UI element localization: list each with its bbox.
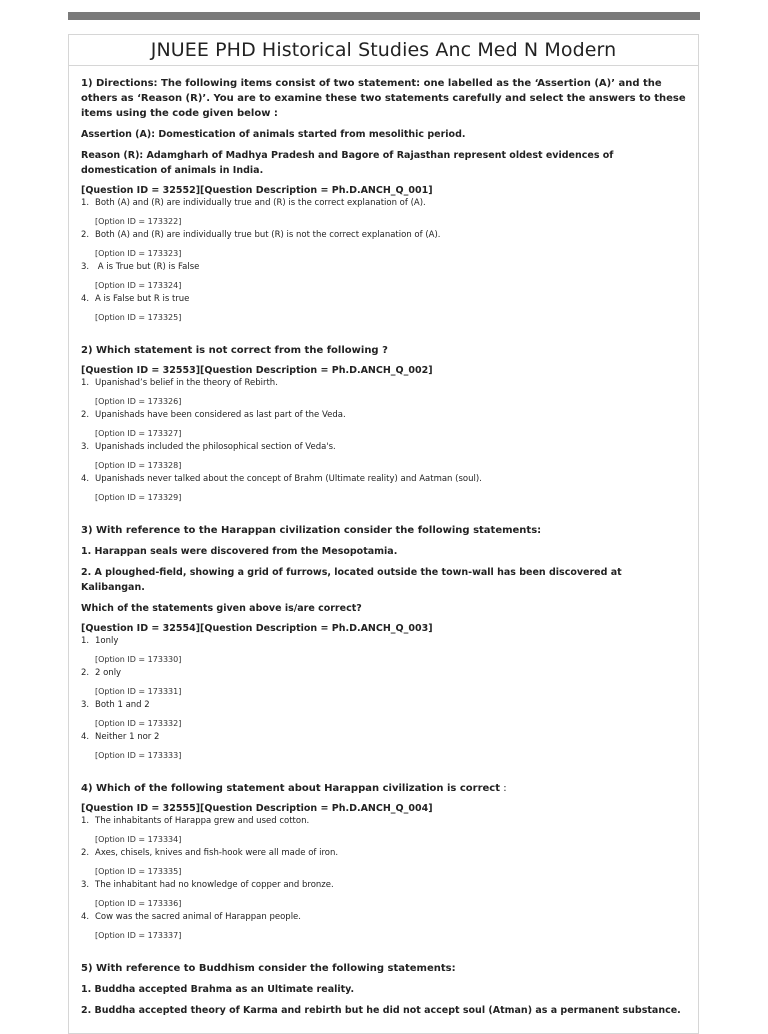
question-id: [Question ID = 32552][Question Description = Ph.D.ANCH_Q_001]	[81, 185, 433, 196]
title-bar	[69, 35, 698, 66]
option-id: [Option ID = 173337]	[95, 931, 182, 940]
option-id: [Option ID = 173330]	[95, 655, 182, 664]
option-id: [Option ID = 173336]	[95, 899, 182, 908]
statement-2: 2. A ploughed-field, showing a grid of furrows, located outside the town-wall has been discovered at Kalibangan.	[81, 567, 622, 593]
option-id: [Option ID = 173333]	[95, 751, 182, 760]
option-1: 1. Upanishad’s belief in the theory of Rebirth.	[81, 378, 278, 388]
question-stem: 2) Which statement is not correct from the following ?	[81, 345, 388, 356]
question-2	[81, 343, 686, 504]
spacer	[81, 943, 686, 957]
option-id: [Option ID = 173329]	[95, 493, 182, 502]
option-2: 2. Upanishads have been considered as last part of the Veda.	[81, 410, 346, 420]
option-id: [Option ID = 173327]	[95, 429, 182, 438]
statement-2: 2. Buddha accepted theory of Karma and rebirth but he did not accept soul (Atman) as a permanent substance.	[81, 1005, 681, 1016]
question-stem: 3) With reference to the Harappan civilization consider the following statements:	[81, 525, 542, 536]
question-id: [Question ID = 32555][Question Description = Ph.D.ANCH_Q_004]	[81, 803, 433, 814]
reason-text: Reason (R): Adamgharh of Madhya Pradesh and Bagore of Rajasthan represent oldest evidences of domestication of animals in India.	[81, 150, 614, 176]
statement-1: 1. Harappan seals were discovered from the Mesopotamia.	[81, 546, 398, 557]
question-3	[81, 523, 686, 762]
option-id: [Option ID = 173331]	[95, 687, 182, 696]
top-rule	[68, 12, 700, 20]
option-id: [Option ID = 173326]	[95, 397, 182, 406]
option-2: 2. Axes, chisels, knives and fish-hook were all made of iron.	[81, 848, 339, 858]
option-id: [Option ID = 173323]	[95, 249, 182, 258]
question-prompt: Which of the statements given above is/are correct?	[81, 603, 362, 614]
option-2: 2. 2 only	[81, 668, 122, 678]
document-sheet	[68, 34, 699, 1034]
option-id: [Option ID = 173332]	[95, 719, 182, 728]
option-id: [Option ID = 173328]	[95, 461, 182, 470]
option-id: [Option ID = 173335]	[95, 867, 182, 876]
option-4: 4. Neither 1 nor 2	[81, 732, 160, 742]
option-3: 3. The inhabitant had no knowledge of copper and bronze.	[81, 880, 334, 890]
question-stem: 5) With reference to Buddhism consider the following statements:	[81, 963, 456, 974]
option-1: 1. 1only	[81, 636, 119, 646]
option-id: [Option ID = 173334]	[95, 835, 182, 844]
question-id: [Question ID = 32554][Question Description = Ph.D.ANCH_Q_003]	[81, 623, 433, 634]
statement-1: 1. Buddha accepted Brahma as an Ultimate reality.	[81, 984, 355, 995]
option-1: 1. The inhabitants of Harappa grew and used cotton.	[81, 816, 310, 826]
option-4: 4. Upanishads never talked about the concept of Brahm (Ultimate reality) and Aatman (soul).	[81, 474, 482, 484]
spacer	[81, 763, 686, 777]
option-3: 3. Both 1 and 2	[81, 700, 150, 710]
option-id: [Option ID = 173322]	[95, 217, 182, 226]
document-title: JNUEE PHD Historical Studies Anc Med N Modern	[150, 39, 617, 61]
question-stem: 4) Which of the following statement about Harappan civilization is correct :	[81, 783, 507, 794]
question-stem: 1) Directions: The following items consist of two statement: one labelled as the ‘Assertion (A)’ and the others as ‘Reason (R)’. You are to examine these two statements carefully and select the answers to these items using the code given below :	[81, 78, 686, 119]
assertion-text: Assertion (A): Domestication of animals started from mesolithic period.	[81, 129, 466, 140]
option-1: 1. Both (A) and (R) are individually true and (R) is the correct explanation of (A).	[81, 198, 426, 208]
option-4: 4. A is False but R is true	[81, 294, 190, 304]
question-5	[81, 961, 686, 1018]
option-3: 3. A is True but (R) is False	[81, 262, 200, 272]
question-list	[69, 66, 698, 1018]
spacer	[81, 505, 686, 519]
spacer	[81, 325, 686, 339]
option-id: [Option ID = 173324]	[95, 281, 182, 290]
option-2: 2. Both (A) and (R) are individually true but (R) is not the correct explanation of (A).	[81, 230, 441, 240]
question-id: [Question ID = 32553][Question Description = Ph.D.ANCH_Q_002]	[81, 365, 433, 376]
question-4	[81, 781, 686, 942]
option-3: 3. Upanishads included the philosophical section of Veda's.	[81, 442, 336, 452]
option-id: [Option ID = 173325]	[95, 313, 182, 322]
option-4: 4. Cow was the sacred animal of Harappan people.	[81, 912, 301, 922]
question-1	[81, 76, 686, 324]
